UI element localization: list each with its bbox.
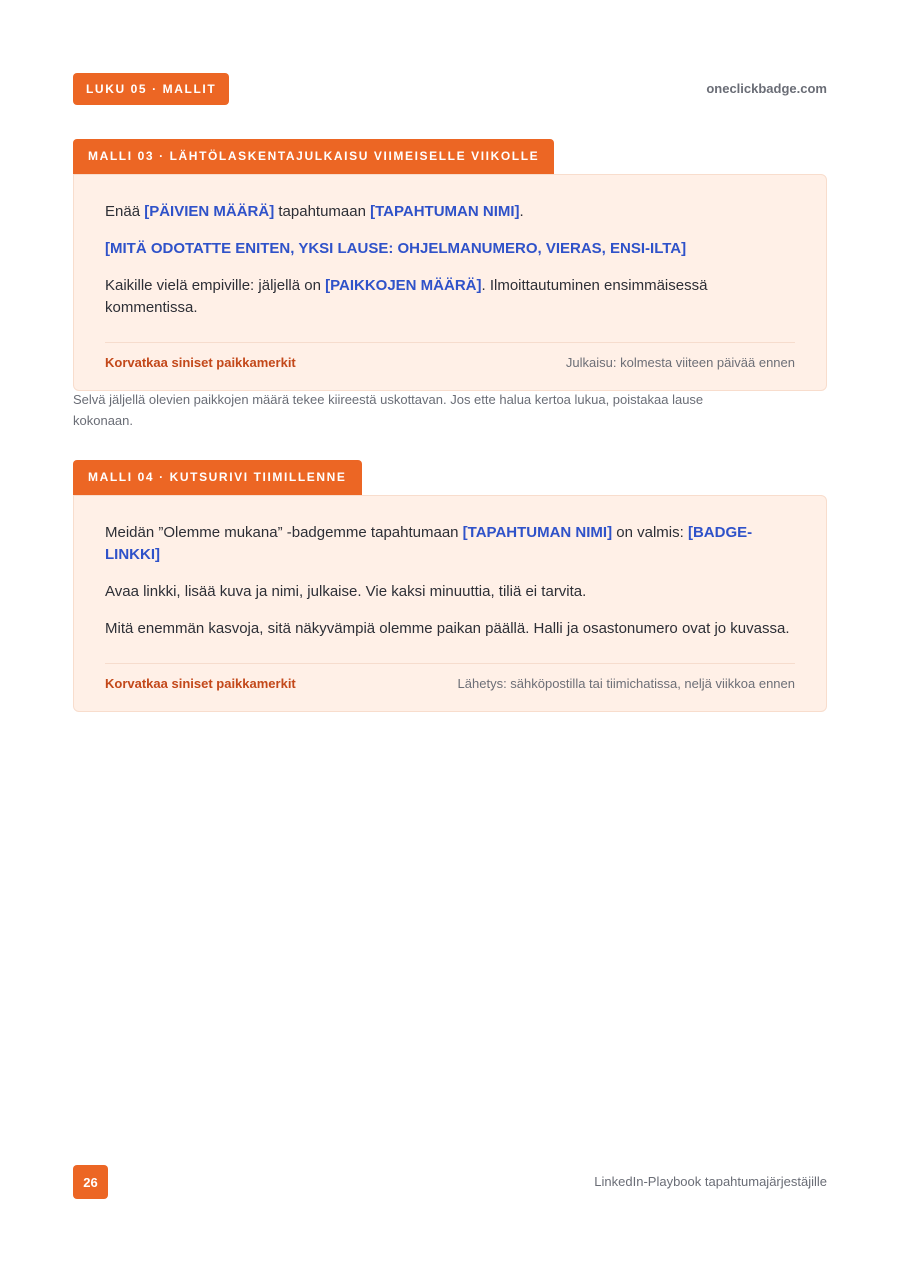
page-number: 26 (73, 1165, 108, 1199)
template-card (73, 174, 827, 391)
template-label: MALLI 03 · LÄHTÖLASKENTAJULKAISU VIIMEISELLE VIIKOLLE (73, 139, 554, 174)
template-text (105, 201, 795, 319)
explanation-note: Selvä jäljellä olevien paikkojen määrä tekee kiireestä uskottavan. Jos ette halua kertoa lukua, poistakaa lause kokonaan. (73, 392, 704, 428)
line-text: Enää (105, 203, 145, 220)
placeholder-text: [PÄIVIEN MÄÄRÄ] (144, 203, 275, 220)
line-text: on valmis: (612, 524, 688, 541)
placeholder-text: [BADGE-LINKKI] (105, 524, 753, 563)
card-footer (105, 342, 795, 370)
chapter-tag: LUKU 05 · MALLIT (73, 73, 229, 105)
card-footer (105, 663, 795, 691)
template-text (105, 522, 795, 640)
placeholder-text: [MITÄ ODOTATTE ENITEN, YKSI LAUSE: OHJELMANUMERO, VIERAS, ENSI-ILTA] (105, 240, 687, 257)
placeholder-text: [PAIKKOJEN MÄÄRÄ] (325, 277, 482, 294)
template-line (105, 238, 795, 260)
template-line (105, 581, 795, 603)
template-line (105, 522, 795, 566)
template-line (105, 201, 795, 223)
line-text: tapahtumaan (274, 203, 371, 220)
timing-note: Lähetys: sähköpostilla tai tiimichatissa, neljä viikkoa ennen (457, 676, 795, 691)
template-block (73, 139, 827, 391)
line-text: . (519, 203, 524, 220)
template-line (105, 618, 795, 640)
line-text: Kaikille vielä empiville: jäljellä on (105, 277, 326, 294)
site-url: oneclickbadge.com (706, 81, 827, 96)
template-card (73, 495, 827, 712)
line-text: Meidän ”Olemme mukana” -badgemme tapahtumaan (105, 524, 463, 541)
placeholder-text: [TAPAHTUMAN NIMI] (462, 524, 613, 541)
template-line (105, 275, 795, 319)
timing-note: Julkaisu: kolmesta viiteen päivää ennen (565, 355, 795, 370)
replace-hint: Korvatkaa siniset paikkamerkit (105, 355, 296, 370)
template-block (73, 460, 827, 712)
line-text: Avaa linkki, lisää kuva ja nimi, julkaise. Vie kaksi minuuttia, tiliä ei tarvita. (105, 583, 587, 600)
replace-hint: Korvatkaa siniset paikkamerkit (105, 676, 296, 691)
placeholder-text: [TAPAHTUMAN NIMI] (370, 203, 520, 220)
template-label: MALLI 04 · KUTSURIVI TIIMILLENNE (73, 460, 362, 495)
line-text: . Ilmoittautuminen ensimmäisessä kommentissa. (105, 277, 708, 316)
footer-title: LinkedIn-Playbook tapahtumajärjestäjille (594, 1174, 827, 1189)
line-text: Mitä enemmän kasvoja, sitä näkyvämpiä olemme paikan päällä. Halli ja osastonumero ovat jo kuvassa. (105, 620, 790, 637)
